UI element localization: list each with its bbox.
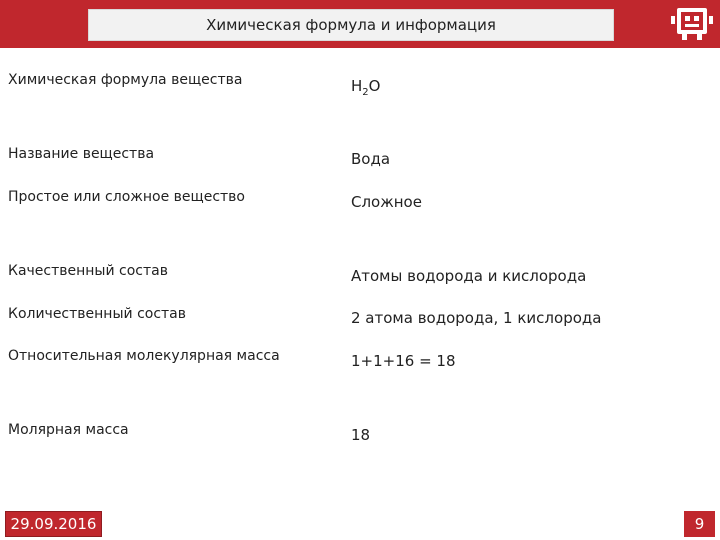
- robot-logo-icon: [669, 4, 715, 44]
- row-value-formula: [351, 77, 381, 98]
- row-label: Количественный состав: [8, 306, 187, 322]
- date-badge: [5, 511, 102, 537]
- formula-element-h: H: [351, 77, 363, 95]
- row-label: Название вещества: [8, 146, 155, 162]
- page-number-text: 9: [694, 515, 705, 533]
- header-bar: [0, 0, 720, 48]
- row-value: 1+1+16 = 18: [351, 352, 456, 370]
- row-label: Химическая формула вещества: [8, 72, 243, 88]
- page-number: [684, 511, 715, 537]
- row-value: 2 атома водорода, 1 кислорода: [351, 309, 602, 327]
- row-value: Вода: [351, 150, 391, 168]
- row-label: Молярная масса: [8, 422, 129, 438]
- formula-element-o: O: [368, 77, 381, 95]
- row-label: Качественный состав: [8, 263, 168, 279]
- row-value: Сложное: [351, 193, 422, 211]
- slide-title: [88, 9, 614, 41]
- row-label: Относительная молекулярная масса: [8, 348, 280, 364]
- formula-subscript: 2: [362, 87, 369, 98]
- row-label: Простое или сложное вещество: [8, 189, 245, 205]
- row-value: 18: [351, 426, 371, 444]
- date-text: 29.09.2016: [10, 515, 97, 533]
- row-value: Атомы водорода и кислорода: [351, 267, 587, 285]
- slide-title-text: Химическая формула и информация: [206, 16, 496, 34]
